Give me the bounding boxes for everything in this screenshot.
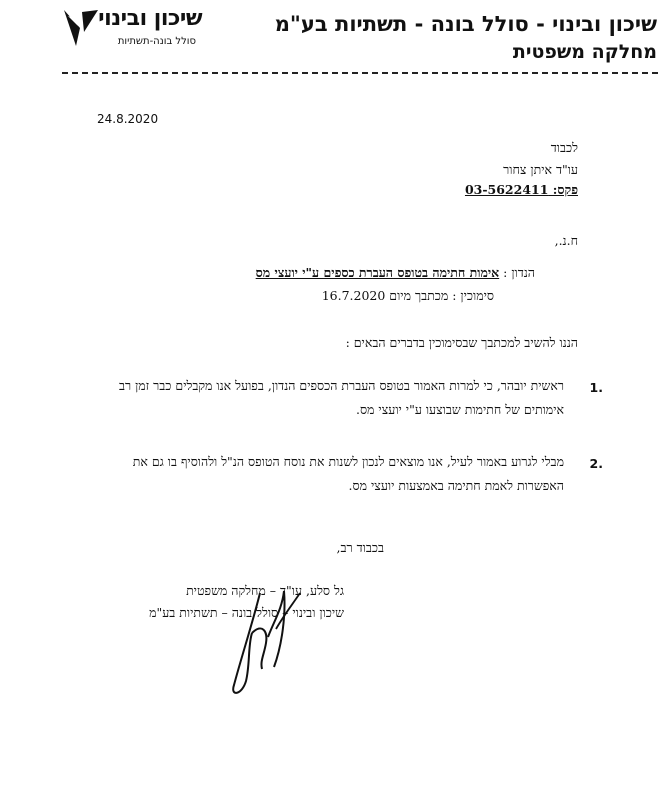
logo-subtitle: סולל בונה-תשתיות bbox=[117, 36, 196, 47]
logo-name: שיכון ובינוי bbox=[98, 6, 202, 31]
subject-line bbox=[256, 265, 535, 281]
reference-line: סימוכין : מכתבך מיום 16.7.2020 bbox=[321, 288, 494, 303]
company-title: שיכון ובינוי - סולל בונה - תשתיות בע"מ bbox=[274, 12, 657, 36]
letter-date: 24.8.2020 bbox=[97, 112, 159, 126]
salutation: לכבוד bbox=[550, 140, 578, 155]
handwritten-signature bbox=[212, 585, 322, 705]
signer-company: שיכון ובינוי – סולל בונה – תשתיות בע"מ bbox=[149, 605, 344, 620]
paragraph-text: ראשית יובהר, כי למרות האמור בטופס העברת הכספים הנדון, בפועל אנו מקבלים כבר זמן רב אימותים של חתימות שבוצעו ע"י יועצי מס. bbox=[118, 378, 564, 417]
paragraph-number: 2. bbox=[589, 456, 603, 471]
greeting: ח.נ., bbox=[554, 233, 578, 248]
company-logo bbox=[62, 6, 202, 56]
header-divider bbox=[62, 72, 658, 74]
department-title: מחלקה משפטית bbox=[512, 41, 657, 63]
closing: בכבוד רב, bbox=[336, 540, 384, 555]
subject-text: אימות חתימה בטופס העברת כספים ע"י יועצי מס bbox=[255, 265, 500, 280]
paragraph-text: מבלי לגרוע באמור לעיל, אנו מוצאים לנכון לשנות את נוסח הטופס הנ"ל ולהוסיף בו גם את האפשרות לאמת חתימה באמצעות יועצי מס. bbox=[132, 454, 564, 493]
paragraph-number: 1. bbox=[589, 380, 603, 395]
fax-number: פקס: 03-5622411 bbox=[464, 182, 578, 197]
signer-name: גל סלע, עו"ד – מחלקה משפטית bbox=[186, 583, 344, 598]
intro-text: הננו להשיב למכתבך שבסימוכין בדברים הבאים : bbox=[345, 335, 578, 350]
logo-mark-icon bbox=[62, 8, 100, 48]
subject-label: הנדון : bbox=[503, 265, 535, 280]
recipient-name: עו"ד איתן צחור bbox=[503, 162, 578, 177]
